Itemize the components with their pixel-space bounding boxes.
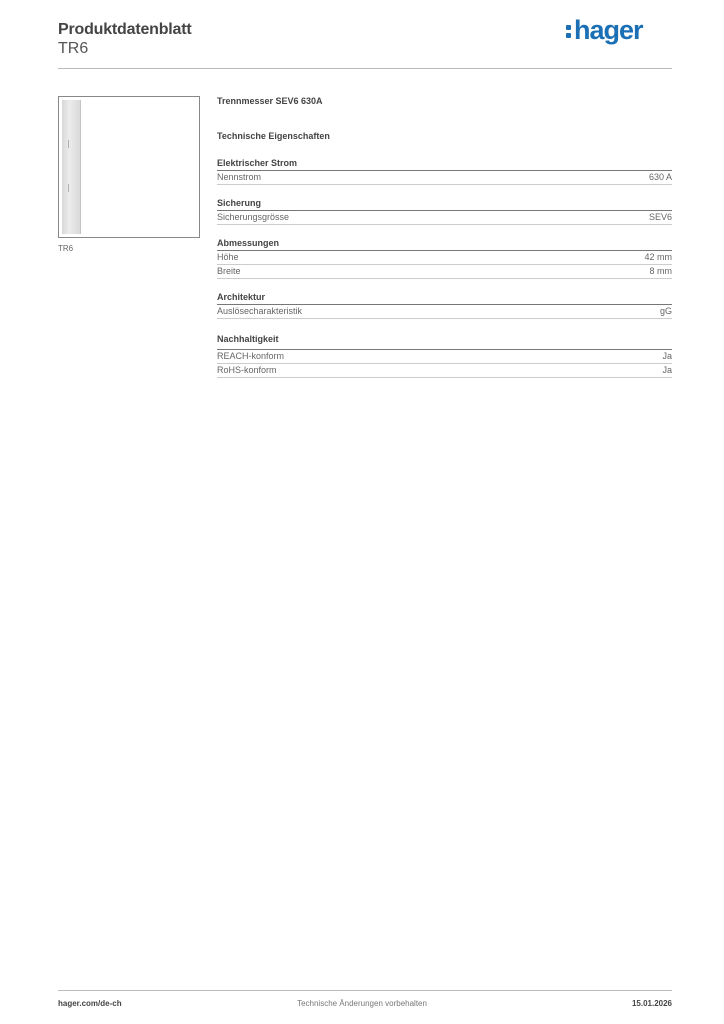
- spec-label: REACH-konform: [217, 351, 285, 361]
- group-title: Abmessungen: [217, 238, 672, 251]
- group-sustainability: [217, 334, 672, 378]
- spec-value: 42 mm: [644, 252, 672, 262]
- group-architecture: [217, 292, 672, 319]
- spec-row: [217, 305, 672, 319]
- spec-value: Ja: [662, 365, 672, 375]
- document-title: Produktdatenblatt: [58, 21, 192, 38]
- group-electrical-current: [217, 158, 672, 185]
- group-title: Sicherung: [217, 198, 672, 211]
- product-image-frame: [58, 96, 200, 238]
- spec-row: [217, 251, 672, 265]
- logo-text: hager: [574, 15, 643, 45]
- group-fuse: [217, 198, 672, 225]
- header-divider: [58, 68, 672, 69]
- spec-value: gG: [659, 306, 672, 316]
- spec-value: 630 A: [648, 172, 672, 182]
- spec-label: Sicherungsgrösse: [217, 212, 290, 222]
- group-title: Elektrischer Strom: [217, 158, 672, 171]
- spec-label: Breite: [217, 266, 241, 276]
- product-code: TR6: [58, 40, 89, 57]
- spec-label: Höhe: [217, 252, 239, 262]
- spec-label: Nennstrom: [217, 172, 262, 182]
- product-name: Trennmesser SEV6 630A: [217, 96, 323, 106]
- logo-dots-icon: [566, 21, 572, 39]
- footer-date: 15.01.2026: [631, 999, 672, 1008]
- group-title: Nachhaltigkeit: [217, 334, 672, 350]
- product-image-caption: TR6: [58, 244, 74, 253]
- spec-value: SEV6: [648, 212, 672, 222]
- group-dimensions: [217, 238, 672, 279]
- group-title: Architektur: [217, 292, 672, 305]
- spec-row: [217, 265, 672, 279]
- hager-logo: [566, 15, 643, 46]
- spec-row: [217, 364, 672, 378]
- spec-row: [217, 350, 672, 364]
- section-heading: Technische Eigenschaften: [217, 131, 330, 141]
- product-image: [62, 100, 81, 234]
- spec-label: Auslösecharakteristik: [217, 306, 303, 316]
- spec-row: [217, 171, 672, 185]
- product-details: [217, 96, 672, 378]
- spec-value: 8 mm: [649, 266, 672, 276]
- spec-row: [217, 211, 672, 225]
- footer-divider: [58, 990, 672, 991]
- footer-notice: Technische Änderungen vorbehalten: [297, 999, 427, 1008]
- spec-label: RoHS-konform: [217, 365, 277, 375]
- footer-website: hager.com/de-ch: [58, 999, 122, 1008]
- spec-value: Ja: [662, 351, 672, 361]
